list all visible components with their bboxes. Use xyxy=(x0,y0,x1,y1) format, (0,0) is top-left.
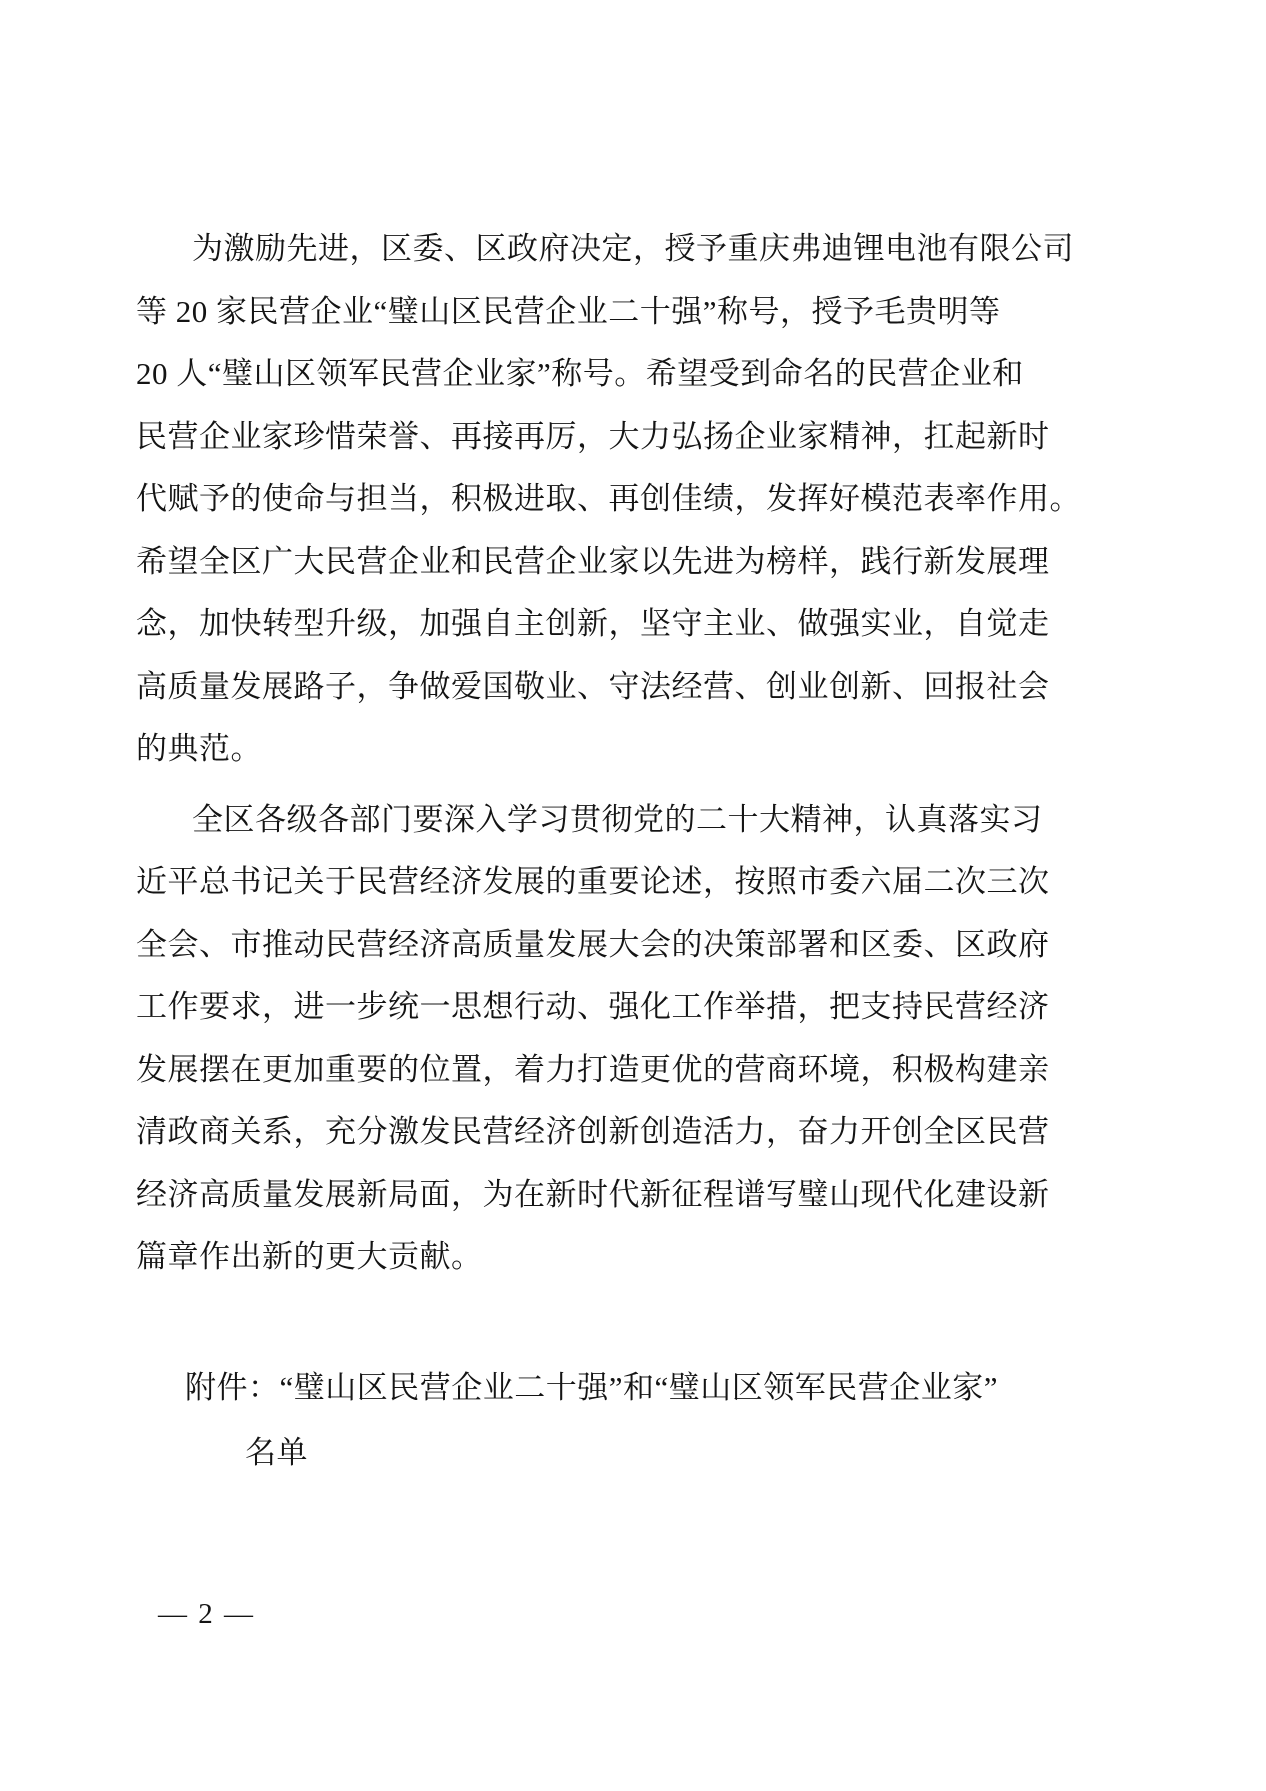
body-line: 为激励先进，区委、区政府决定，授予重庆弗迪锂电池有限公司 xyxy=(192,231,1074,266)
body-line: 工作要求，进一步统一思想行动、强化工作举措，把支持民营经济 xyxy=(136,989,1050,1024)
body-line: 清政商关系，充分激发民营经济创新创造活力，奋力开创全区民营 xyxy=(136,1114,1050,1149)
body-line: 发展摆在更加重要的位置，着力打造更优的营商环境，积极构建亲 xyxy=(136,1051,1050,1087)
paragraph-2 xyxy=(136,789,1050,1289)
body-line: 等 20 家民营企业“璧山区民营企业二十强”称号，授予毛贵明等 xyxy=(136,293,1001,329)
body-line: 代赋予的使命与担当，积极进取、再创佳绩，发挥好模范表率作用。 xyxy=(136,481,1081,516)
attachment-title: “璧山区民营企业二十强”和“璧山区领军民营企业家” xyxy=(279,1369,999,1405)
body-line: 高质量发展路子，争做爱国敬业、守法经营、创业创新、回报社会 xyxy=(136,668,1050,704)
body-line: 全会、市推动民营经济高质量发展大会的决策部署和区委、区政府 xyxy=(136,926,1050,962)
body-line: 经济高质量发展新局面，为在新时代新征程谱写璧山现代化建设新 xyxy=(136,1176,1050,1212)
attachment-line xyxy=(136,1355,999,1420)
paragraph-1 xyxy=(136,218,1081,781)
body-line: 近平总书记关于民营经济发展的重要论述，按照市委六届二次三次 xyxy=(136,864,1050,899)
body-line: 的典范。 xyxy=(136,731,262,766)
body-line: 篇章作出新的更大贡献。 xyxy=(136,1239,483,1274)
body-line: 民营企业家珍惜荣誉、再接再厉，大力弘扬企业家精神，扛起新时 xyxy=(136,418,1050,454)
attachment-label: 附件： xyxy=(185,1369,280,1405)
body-line: 希望全区广大民营企业和民营企业家以先进为榜样，践行新发展理 xyxy=(136,543,1050,579)
body-line: 20 人“璧山区领军民营企业家”称号。希望受到命名的民营企业和 xyxy=(136,356,1024,391)
attachment-title-continuation: 名单 xyxy=(245,1434,308,1470)
attachment-section xyxy=(136,1355,999,1485)
document-body xyxy=(136,218,1081,1485)
body-line: 全区各级各部门要深入学习贯彻党的二十大精神，认真落实习 xyxy=(192,801,1043,837)
body-line: 念，加快转型升级，加强自主创新，坚守主业、做强实业，自觉走 xyxy=(136,606,1050,641)
page-number: — 2 — xyxy=(158,1598,255,1630)
